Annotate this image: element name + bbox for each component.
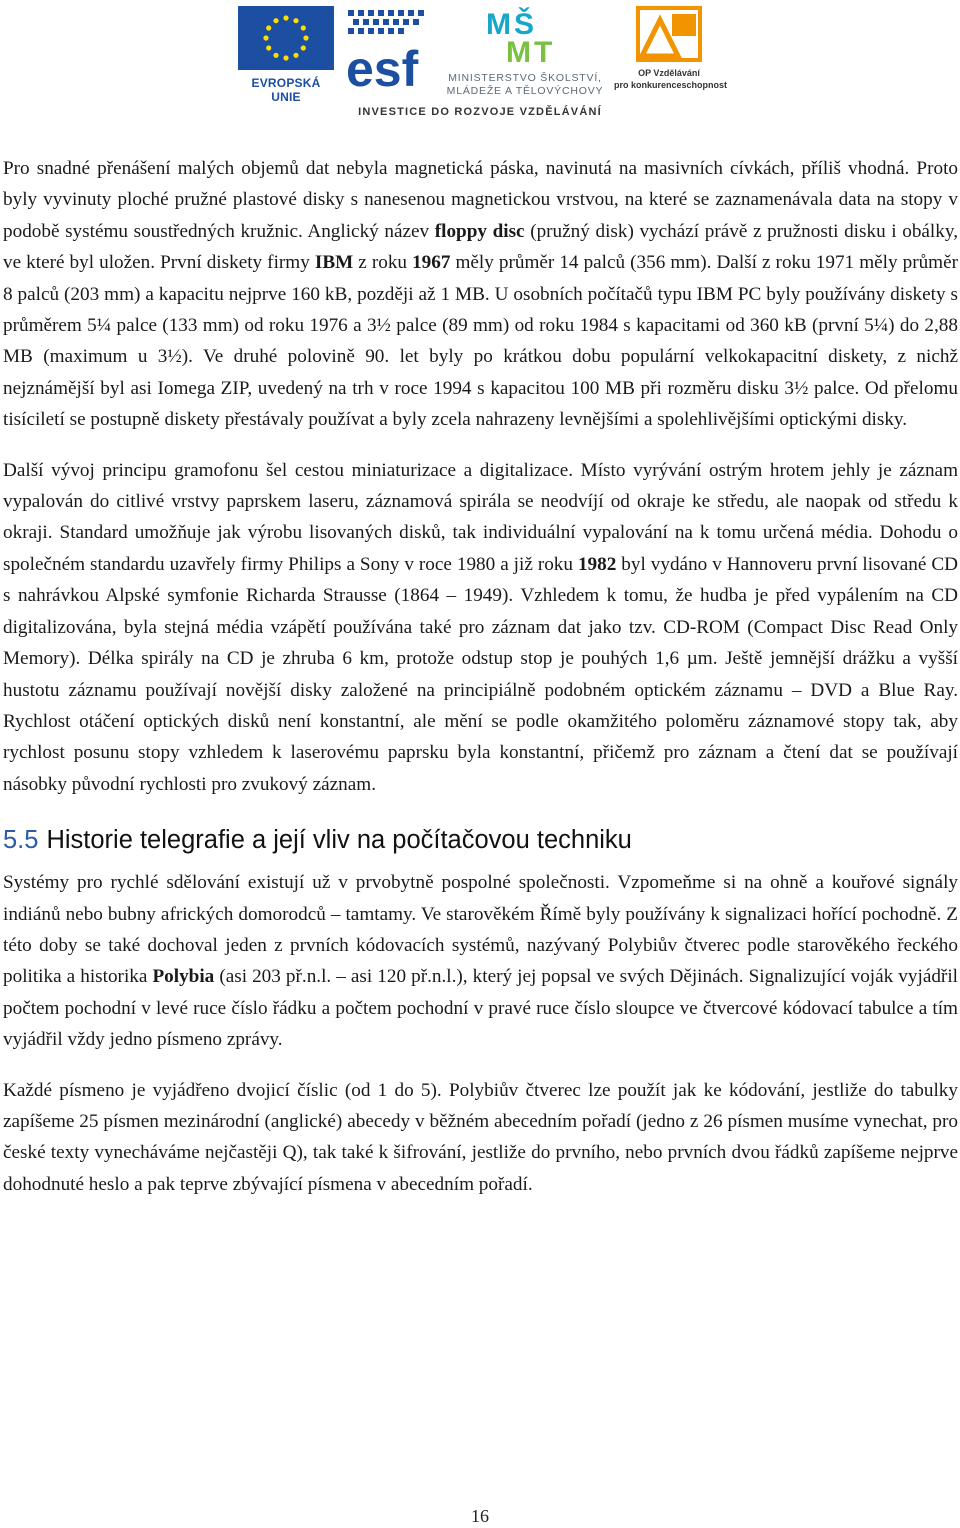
eu-logo <box>238 6 334 104</box>
bold-term: Polybia <box>152 966 215 988</box>
eu-flag-icon <box>238 6 334 70</box>
paragraph-signals <box>3 867 958 1055</box>
svg-text:M: M <box>506 36 531 64</box>
esf-label: esf <box>346 41 419 92</box>
text-span: (pružný disk) vychází právě z pružnosti disku i obálky, ve které byl uložen. První diskety firmy <box>3 220 958 274</box>
bold-term: 1982 <box>577 553 617 575</box>
msmt-line2: MLÁDEŽE A TĚLOVÝCHOVY <box>446 85 604 97</box>
esf-logo <box>342 8 438 92</box>
bold-term: floppy disc <box>434 220 525 242</box>
text-span: Každé písmeno je vyjádřeno dvojicí číslic (od 1 do 5). Polybiův čtverec lze použít jak ke kódování, jestliže do tabulky zapíšeme 25 písmen mezinárodní (anglické) abecedy v běžném abecedním pořadí (jedno z 26 písmen musíme vynechat, pro české texty vynecháváme nejčastěji Q), tak také k šifrování, jestliže do prvního, nebo prvních dvou řádků zapíšeme nejprve dohodnuté heslo a pak teprve zbývající písmena v abecedním pořadí. <box>3 1079 958 1195</box>
msmt-line1: MINISTERSTVO ŠKOLSTVÍ, <box>448 72 602 84</box>
svg-text:T: T <box>534 36 553 64</box>
text-span: z roku <box>353 252 413 274</box>
page-header <box>0 0 960 130</box>
header-tagline: INVESTICE DO ROZVOJE VZDĚLÁVÁNÍ <box>358 106 602 118</box>
eu-label: EVROPSKÁ UNIE <box>251 76 321 104</box>
text-span: měly průměr 14 palců (356 mm). Další z roku 1971 měly průměr 8 palců (203 mm) a kapacitu nejprve 160 kB, později až 1 MB. U osobních počítačů typu IBM PC byly používány diskety s průměrem 5¼ palce (133 mm) od roku 1976 a 3½ palce (89 mm) od roku 1984 s kapacitami od 360 kB (první 5¼) do 2,88 MB (maximum u 3½). Ve druhé polovině 90. let byly po krátkou dobu populární velkokapacitní diskety, z nichž nejznámější byl asi Iomega ZIP, uvedený na trh v roce 1994 s kapacitou 100 MB při rozměru disku 3½ palce. Od přelomu tisíciletí se postupně diskety přestávaly používat a byly zcela nahrazeny levnějšími a spolehlivějšími optickými disky. <box>3 252 959 431</box>
text-span: (asi 203 př.n.l. – asi 120 př.n.l.), který jej popsal ve svých Dějinách. Signalizující voják vyjádřil počtem pochodní v levé ruce číslo řádku a počtem pochodní v pravé ruce číslo sloupce ve čtvercové kódovací tabulce a tím vyjádřil vždy jedno písmeno zprávy. <box>3 966 958 1051</box>
bold-term: IBM <box>314 252 354 274</box>
section-title: Historie telegrafie a její vliv na počítačovou techniku <box>46 826 632 855</box>
paragraph-floppy <box>3 153 958 436</box>
document-body <box>3 153 958 1200</box>
text-span: Další vývoj principu gramofonu šel cestou miniaturizace a digitalizace. Místo vyrývání ostrým hrotem jehly je záznam vypalován do citlivé vrstvy paprskem laseru, záznamová spirála se neodvíjí od okraje ke středu, ale naopak od středu k okraji. Standard umožňuje jak výrobu lisovaných disků, tak individuální vypalování na k tomu určená média. Dohodu o společném standardu uzavřely firmy Philips a Sony v roce 1980 a již roku <box>3 459 958 575</box>
op-line1: OP Vzdělávání <box>638 68 700 78</box>
section-number: 5.5 <box>3 826 39 855</box>
text-span: Pro snadné přenášení malých objemů dat nebyla magnetická páska, navinutá na masivních cívkách, příliš vhodná. Proto byly vyvinuty ploché pružné plastové disky s nanesenou magnetickou vrstvou, na které se zaznamenávala data na stopy v podobě systému soustředných kružnic. Anglický název <box>3 158 958 242</box>
page-number: 16 <box>471 1506 489 1526</box>
op-mark-icon <box>634 6 704 62</box>
section-heading <box>3 823 958 857</box>
msmt-mark-icon <box>484 6 574 64</box>
svg-text:M: M <box>486 8 511 41</box>
msmt-logo <box>440 6 610 96</box>
bold-term: 1967 <box>412 252 451 274</box>
svg-text:Š: Š <box>514 8 535 41</box>
op-logo <box>614 6 728 98</box>
text-span: byl vydáno v Hannoveru první lisované CD s nahrávkou Alpské symfonie Richarda Strausse (1864 – 1949). Vzhledem k tomu, že hudba je před vypálením na CD digitalizována, byla stejná média vzápětí používána také pro záznam dat jako tzv. CD-ROM (Compact Disc Read Only Memory). Délka spirály na CD je zhruba 6 km, protože odstup stop je pouhých 1,6 µm. Ještě jemnější drážku a vyšší hustotu záznamu používají novější disky založené na principiálně podobném optickém záznamu – DVD a Blue Ray. Rychlost otáčení optických disků není konstantní, ale mění se podle okamžitého poloměru záznamové stopy tak, aby rychlost posunu stopy vzhledem k laserovému paprsku byla konstantní, přičemž pro záznam a čtení dat se používají násobky původní rychlosti pro zvukový záznam. <box>3 553 958 795</box>
paragraph-polybius <box>3 1075 958 1201</box>
op-line2: pro konkurenceschopnost <box>614 80 728 90</box>
text-span: Systémy pro rychlé sdělování existují už v prvobytně pospolné společnosti. Vzpomeňme si na ohně a kouřové signály indiánů nebo bubny afrických domorodců – tamtamy. Ve starověkém Římě byly používány k signalizaci hořící pochodně. Z této doby se také dochoval jeden z prvních kódovacích systémů, nazývaný Polybiův čtverec podle starověkého řeckého politika a historika <box>3 872 958 988</box>
paragraph-cd <box>3 455 958 800</box>
